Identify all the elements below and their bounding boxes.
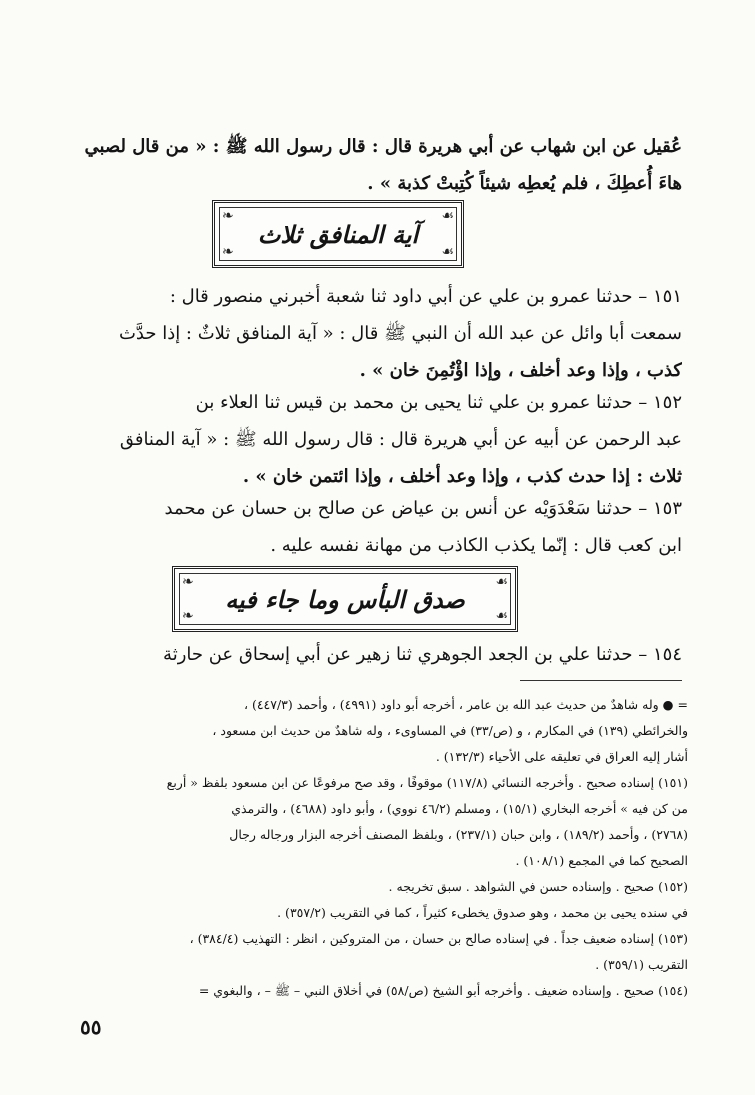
footnote-line: من كن فيه » أخرجه البخاري (١٥/١) ، ومسلم (٤٦/٢ نووي) ، وأبو داود (٤٦٨٨) ، والترمذي (231, 801, 688, 816)
footnote-line: أشار إليه العراق في تعليقه على الأحياء (١٣٢/٣) . (435, 749, 688, 764)
text-line: عبد الرحمن عن أبيه عن أبي هريرة قال : قال رسول الله ﷺ : « آية المنافق (119, 429, 682, 450)
corner-ornament-icon: ☙ (495, 608, 508, 624)
text-line: ثلاث : إذا حدث كذب ، وإذا وعد أخلف ، وإذا ائتمن خان » . (242, 466, 682, 487)
section-heading-frame (212, 200, 464, 268)
section-heading-frame (172, 566, 518, 632)
footnotes (78, 692, 688, 1004)
text-line: ١٥١ – حدثنا عمرو بن علي عن أبي داود ثنا شعبة أخبرني منصور قال : (169, 286, 682, 307)
paragraph-153 (78, 490, 682, 564)
footnote-line: = ● وله شاهدٌ من حديث عبد الله بن عامر ، أخرجه أبو داود (٤٩٩١) ، وأحمد (٤٤٧/٣) ، (243, 697, 688, 712)
corner-ornament-icon: ☙ (441, 208, 454, 224)
footnote-line: الصحيح كما في المجمع (١٠٨/١) . (515, 853, 688, 868)
corner-ornament-icon: ☙ (441, 244, 454, 260)
footnote-line: (٢٧٦٨) ، وأحمد (١٨٩/٢) ، وابن حبان (٢٣٧/١) ، وبلفظ المصنف أخرجه البزار ورجاله رجال (229, 827, 688, 842)
text-line: عُقيل عن ابن شهاب عن أبي هريرة قال : قال رسول الله ﷺ : « من قال لصبي (84, 136, 682, 157)
paragraph-154 (78, 636, 682, 673)
corner-ornament-icon: ❧ (222, 244, 234, 260)
text-line: ١٥٢ – حدثنا عمرو بن علي ثنا يحيى بن محمد بن قيس ثنا العلاء بن (195, 392, 682, 413)
page-number: ٥٥ (80, 1015, 102, 1039)
corner-ornament-icon: ❧ (182, 608, 194, 624)
footnote-line: (١٥٤) صحيح . وإسناده ضعيف . وأخرجه أبو الشيخ (ص/٥٨) في أخلاق النبي – ﷺ – ، والبغوي = (198, 983, 688, 998)
footnote-line: (١٥٣) إسناده ضعيف جداً . في إسناده صالح بن حسان ، من المتروكين ، انظر : التهذيب (٣٨٤/٤) ، (189, 931, 688, 946)
section-heading: آية المنافق ثلاث (257, 219, 419, 249)
footnote-divider (520, 680, 682, 681)
text-line: هاءَ أُعطِكَ ، فلم يُعطِه شيئاً كُتِبتْ كذبة » . (367, 173, 682, 194)
paragraph-151 (78, 278, 682, 389)
corner-ornament-icon: ❧ (222, 208, 234, 224)
corner-ornament-icon: ☙ (495, 574, 508, 590)
paragraph-152 (78, 384, 682, 495)
footnote-line: التقريب (٣٥٩/١) . (595, 957, 688, 972)
footnote-line: والخرائطي (١٣٩) في المكارم ، و (ص/٣٣) في المساوىء ، وله شاهدٌ من حديث ابن مسعود ، (212, 723, 688, 738)
footnote-line: (١٥١) إسناده صحيح . وأخرجه النسائي (١١٧/٨) موقوفًا ، وقد صح مرفوعًا عن ابن مسعود بلفظ « أربع (166, 775, 688, 790)
corner-ornament-icon: ❧ (182, 574, 194, 590)
section-heading: صدق البأس وما جاء فيه (225, 584, 465, 614)
text-line: سمعت أبا وائل عن عبد الله أن النبي ﷺ قال : « آية المنافق ثلاثٌ : إذا حدَّث (118, 323, 682, 344)
text-line: كذب ، وإذا وعد أخلف ، وإذا اؤْتُمِنَ خان » . (359, 360, 682, 381)
text-line: ١٥٣ – حدثنا سَعْدَوَيْه عن أنس بن عياض عن صالح بن حسان عن محمد (164, 498, 682, 519)
text-line: ١٥٤ – حدثنا علي بن الجعد الجوهري ثنا زهير عن أبي إسحاق عن حارثة (163, 644, 682, 665)
footnote-line: في سنده يحيى بن محمد ، وهو صدوق يخطىء كثيراً ، كما في التقريب (٣٥٧/٢) . (277, 905, 688, 920)
paragraph-intro (78, 128, 682, 202)
text-line: ابن كعب قال : إنّما يكذب الكاذب من مهانة نفسه عليه . (270, 535, 682, 556)
footnote-line: (١٥٢) صحيح . وإسناده حسن في الشواهد . سبق تخريجه . (388, 879, 688, 894)
